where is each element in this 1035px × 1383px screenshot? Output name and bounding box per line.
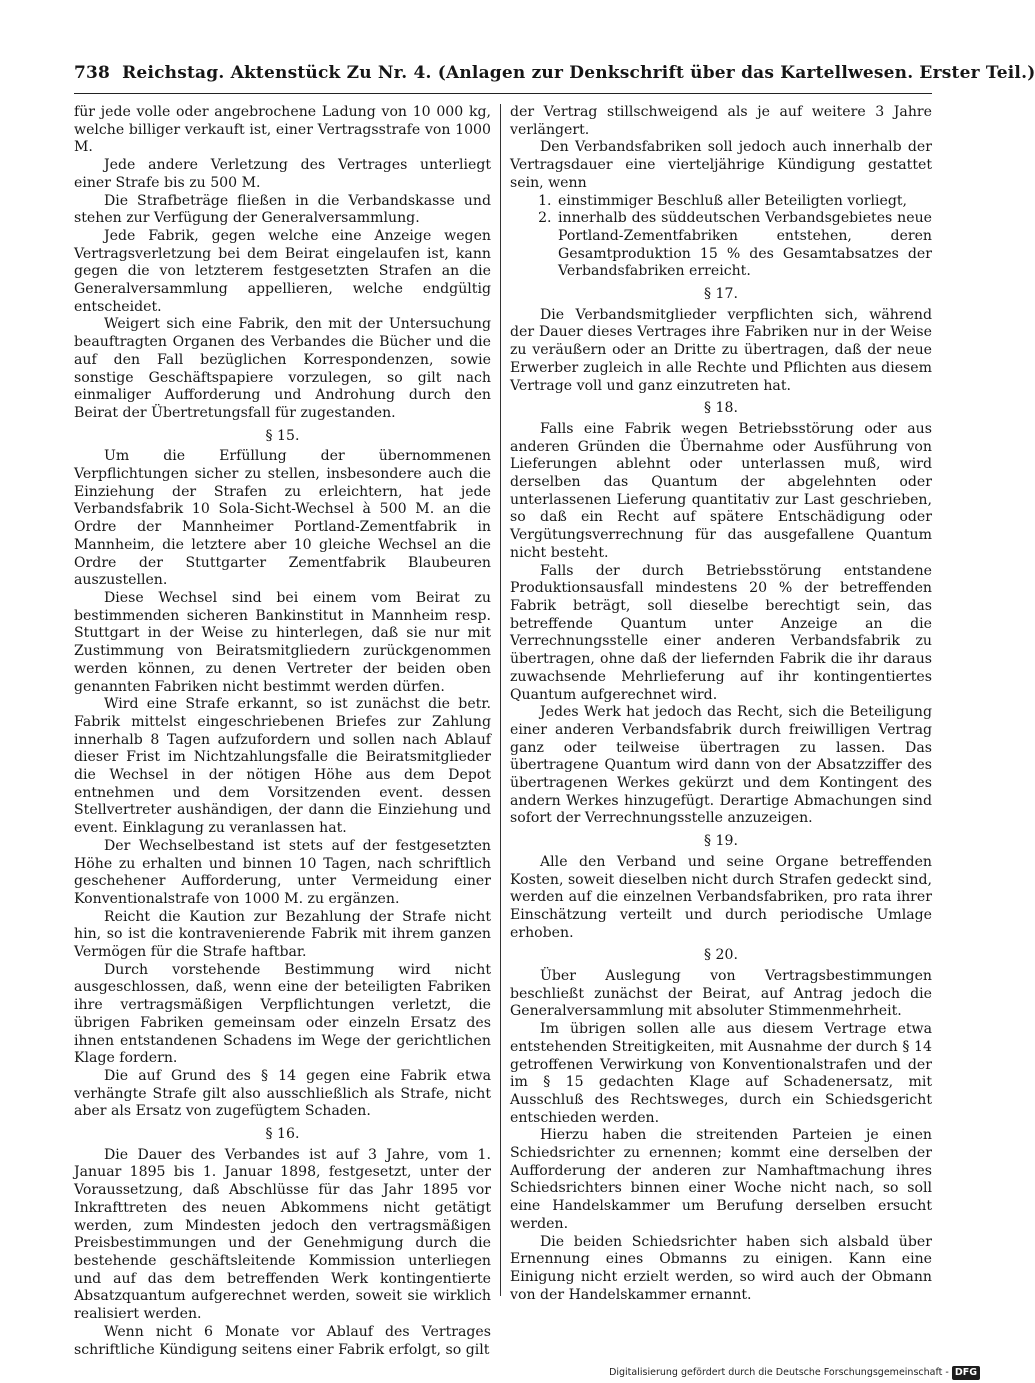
paragraph: Der Wechselbestand ist stets auf der festgesetzten Höhe zu erhalten und binnen 10 Tagen, nach schriftlich geschehener Aufforderung, unter Vermeidung einer Konventionalstrafe von 1000 M. zu ergänzen. bbox=[74, 837, 491, 907]
right-column bbox=[510, 104, 932, 1303]
section-heading-17: § 17. bbox=[704, 286, 738, 303]
paragraph: Durch vorstehende Bestimmung wird nicht ausgeschlossen, daß, wenn eine der beteiligten Fabriken ihre vertragsmäßigen Verpflichtungen verletzt, die übrigen Fabriken gemeinsam oder einzeln Ersatz des ihnen entstandenen Schadens im Wege der gerichtlichen Klage fordern. bbox=[74, 961, 491, 1067]
list-item: 1. einstimmiger Beschluß aller Beteiligten vorliegt, bbox=[556, 193, 932, 211]
paragraph: Die beiden Schiedsrichter haben sich alsbald über Ernennung eines Obmanns zu einigen. Kann eine Einigung nicht erzielt werden, so wird auch der Obmann von der Handelskammer ernannt. bbox=[510, 1233, 932, 1303]
credit-text: Digitalisierung gefördert durch die Deutsche Forschungsgemeinschaft - bbox=[609, 1367, 949, 1378]
digitization-credit bbox=[600, 1366, 980, 1380]
dfg-logo-icon: DFG bbox=[952, 1366, 980, 1380]
header-rule bbox=[74, 93, 932, 94]
paragraph: Weigert sich eine Fabrik, den mit der Untersuchung beauftragten Organen des Verbandes die Bücher und die auf den Fall bezüglichen Korrespondenzen, sowie sonstige Geschäftspapiere vorzulegen, so gilt nach einmaliger Aufforderung und Androhung durch den Beirat der Übertretungsfall für zugestanden. bbox=[74, 316, 491, 421]
paragraph: Die Strafbeträge fließen in die Verbandskasse und stehen zur Verfügung der Generalversammlung. bbox=[74, 192, 491, 227]
paragraph: Jede andere Verletzung des Vertrages unterliegt einer Strafe bis zu 500 M. bbox=[74, 157, 491, 191]
section-heading-16: § 16. bbox=[265, 1126, 300, 1143]
paragraph: Alle den Verband und seine Organe betreffenden Kosten, soweit dieselben nicht durch Strafen gedeckt sind, werden auf die einzelnen Verbandsfabriken, pro rata ihrer Einschätzung verteilt und durch periodische Umlage erhoben. bbox=[510, 853, 932, 941]
paragraph: Hierzu haben die streitenden Parteien je einen Schiedsrichter zu ernennen; kommt eine derselben der Aufforderung der anderen zur Namhaftmachung ihres Schiedsrichters binnen einer Woche nicht nach, so soll eine Handelskammer um Berufung derselben ersucht werden. bbox=[510, 1127, 932, 1232]
paragraph: Die Verbandsmitglieder verpflichten sich, während der Dauer dieses Vertrages ihre Fabriken nur in der Weise zu veräußern oder an Dritte zu übertragen, daß der neue Erwerber zugleich in alle Rechte und Pflichten aus diesem Vertrage voll und ganz einzutreten hat. bbox=[510, 306, 932, 394]
section-heading-20: § 20. bbox=[704, 947, 738, 964]
paragraph: Jede Fabrik, gegen welche eine Anzeige wegen Vertragsverletzung bei dem Beirat eingelaufen ist, kann gegen die von letzterem festgesetzten Strafen an die Generalversammlung appellieren, welche endgültig entscheidet. bbox=[74, 227, 491, 315]
paragraph: Falls der durch Betriebsstörung entstandene Produktionsausfall mindestens 20 % der betreffenden Fabrik beträgt, soll dieselbe berechtigt sein, das betreffende Quantum unter Anzeige an die Verrechnungsstelle einer anderen Verbandsfabrik zu übertragen, ohne daß der liefernden Fabrik die ihr daraus zuwachsende Mehrlieferung auf ihr kontingentiertes Quantum aufgerechnet wird. bbox=[510, 562, 932, 703]
paragraph: Den Verbandsfabriken soll jedoch auch innerhalb der Vertragsdauer eine vierteljährige Kündigung gestattet sein, wenn bbox=[510, 139, 932, 191]
page-number: 738 bbox=[74, 63, 111, 83]
section-heading-19: § 19. bbox=[704, 833, 738, 850]
section-heading-15: § 15. bbox=[265, 427, 300, 444]
paragraph: Im übrigen sollen alle aus diesem Vertrage etwa entstehenden Streitigkeiten, mit Ausnahme der durch § 14 getroffenen Verwirkung von Konventionalstrafen und der im § 15 gedachten Klage auf Schadenersatz, mit Ausschluß des Rechtsweges, durch ein Schiedsgericht entschieden werden. bbox=[510, 1021, 932, 1126]
paragraph: Die Dauer des Verbandes ist auf 3 Jahre, vom 1. Januar 1895 bis 1. Januar 1898, festgesetzt, unter der Voraussetzung, daß Abschlüsse für das Jahr 1895 vor Inkrafttreten des neuen Abkommens nicht getätigt werden, zum Mindesten jedoch den vertragsmäßigen Preisbestimmungen und der Genehmigung durch die bestehende geschäftsleitende Kommission unterliegen und auf das dem betreffenden Werk kontingentierte Absatzquantum aufgerechnet werden, soweit sie wirklich realisiert werden. bbox=[74, 1146, 491, 1323]
paragraph: Wenn nicht 6 Monate vor Ablauf des Vertrages schriftliche Kündigung seitens einer Fabrik erfolgt, so gilt bbox=[74, 1323, 491, 1358]
condition-list bbox=[510, 193, 932, 282]
column-divider bbox=[500, 104, 501, 1296]
paragraph: Die auf Grund des § 14 gegen eine Fabrik etwa verhängte Strafe gilt also ausschließlich als Strafe, nicht aber als Ersatz von zugefügtem Schaden. bbox=[74, 1067, 491, 1120]
paragraph: Über Auslegung von Vertragsbestimmungen beschließt zunächst der Beirat, auf Antrag jedoch die Generalversammlung mit absoluter Stimmenmehrheit. bbox=[510, 968, 932, 1020]
paragraph: für jede volle oder angebrochene Ladung von 10 000 kg, welche billiger verkauft ist, einer Vertragsstrafe von 1000 M. bbox=[74, 104, 491, 156]
paragraph: Diese Wechsel sind bei einem vom Beirat zu bestimmenden sicheren Bankinstitut in Mannheim resp. Stuttgart in der Weise zu hinterlegen, daß sie nur mit Zustimmung von Beiratsmitgliedern zurückgenommen werden können, zu denen Vertreter der beiden oben genannten Fabriken nicht bestimmt werden dürfen. bbox=[74, 589, 491, 695]
list-item: 2. innerhalb des süddeutschen Verbandsgebietes neue Portland-Zementfabriken entstehen, deren Gesamtproduktion 15 % des Gesamtabsatzes der Verbandsfabriken erreicht. bbox=[556, 210, 932, 281]
paragraph: Jedes Werk hat jedoch das Recht, sich die Beteiligung einer anderen Verbandsfabrik durch freiwilligen Vertrag ganz oder teilweise übertragen zu lassen. Das übertragene Quantum wird dann von der Absatzziffer des übertragenen Werkes gekürzt und dem Kontingent des andern Werkes hinzugefügt. Derartige Abmachungen sind sofort der Verrechnungsstelle anzuzeigen. bbox=[510, 704, 932, 827]
paragraph: Falls eine Fabrik wegen Betriebsstörung oder aus anderen Gründen die Übernahme oder Ausführung von Lieferungen ablehnt oder unterlassen muß, wird derselben das Quantum der abgelehnten oder unterlassenen Lieferung quantitativ zur Last geschrieben, so daß ein Recht auf spätere Entschädigung oder Vergütungsverrechnung für das ausgefallene Quantum nicht besteht. bbox=[510, 420, 932, 561]
paragraph: der Vertrag stillschweigend als je auf weitere 3 Jahre verlängert. bbox=[510, 104, 932, 138]
running-title: Reichstag. Aktenstück Zu Nr. 4. (Anlagen zur Denkschrift über das Kartellwesen. Erster Teil.) bbox=[122, 63, 1035, 83]
section-heading-18: § 18. bbox=[704, 400, 738, 417]
paragraph: Um die Erfüllung der übernommenen Verpflichtungen sicher zu stellen, insbesondere auch die Einziehung der Strafen zu erleichtern, hat jede Verbandsfabrik 10 Sola-Sicht-Wechsel à 500 M. an die Ordre der Mannheimer Portland-Zementfabrik in Mannheim, die letztere aber 10 gleiche Wechsel an die Ordre der Stuttgarter Zementfabrik Blaubeuren auszustellen. bbox=[74, 448, 491, 589]
paragraph: Wird eine Strafe erkannt, so ist zunächst die betr. Fabrik mittelst eingeschriebenen Briefes zur Zahlung innerhalb 8 Tagen aufzufordern und sollen nach Ablauf dieser Frist im Nichtzahlungsfalle die Beiratsmitglieder die Wechsel in der nötigen Höhe aus dem Depot entnehmen und dem Vorsitzenden event. dessen Stellvertreter aushändigen, der dann die Einziehung und event. Einklagung zu veranlassen hat. bbox=[74, 696, 491, 837]
page-header bbox=[74, 60, 1035, 86]
paragraph: Reicht die Kaution zur Bezahlung der Strafe nicht hin, so ist die kontravenierende Fabrik mit ihrem ganzen Vermögen für die Strafe haftbar. bbox=[74, 908, 491, 961]
left-column bbox=[74, 104, 491, 1358]
